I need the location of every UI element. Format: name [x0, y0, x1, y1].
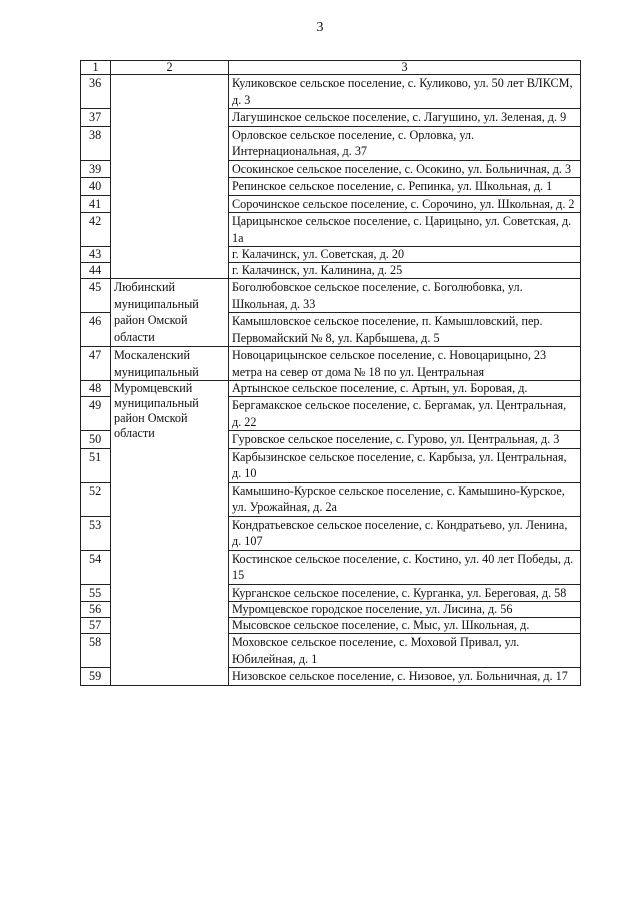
row-number: 54	[81, 550, 111, 584]
table-row	[81, 347, 581, 381]
row-number: 51	[81, 448, 111, 482]
row-number: 44	[81, 263, 111, 279]
address-cell: Царицынское сельское поселение, с. Царицыно, ул. Советская, д. 1а	[229, 213, 581, 247]
district-cell	[111, 381, 229, 686]
row-number: 55	[81, 584, 111, 602]
address-cell: Низовское сельское поселение, с. Низовое, ул. Больничная, д. 17	[229, 668, 581, 686]
address-cell: Камышино-Курское сельское поселение, с. Камышино-Курское, ул. Урожайная, д. 2а	[229, 482, 581, 516]
address-cell: Кондратьевское сельское поселение, с. Кондратьево, ул. Ленина, д. 107	[229, 516, 581, 550]
row-number: 58	[81, 634, 111, 668]
district-cell	[111, 279, 229, 347]
table-header-row	[81, 61, 581, 75]
district-name: Москаленский муниципальный	[114, 348, 199, 379]
address-cell: Новоцарицынское сельское поселение, с. Новоцарицыно, 23 метра на север от дома № 18 по ул. Центральная	[229, 347, 581, 381]
address-cell: Карбызинское сельское поселение, с. Карбыза, ул. Центральная, д. 10	[229, 448, 581, 482]
page-number: 3	[316, 20, 324, 35]
row-number: 39	[81, 160, 111, 178]
row-number: 37	[81, 109, 111, 127]
row-number: 47	[81, 347, 111, 381]
row-number: 42	[81, 213, 111, 247]
row-number: 43	[81, 247, 111, 263]
address-cell: Мысовское сельское поселение, с. Мыс, ул. Школьная, д.	[229, 618, 581, 634]
header-cell-3: 3	[229, 61, 581, 75]
address-cell: Гуровское сельское поселение, с. Гурово, ул. Центральная, д. 3	[229, 431, 581, 449]
address-cell: Сорочинское сельское поселение, с. Сорочино, ул. Школьная, д. 2	[229, 195, 581, 213]
row-number: 59	[81, 668, 111, 686]
district-cell	[111, 347, 229, 381]
row-number: 56	[81, 602, 111, 618]
row-number: 45	[81, 279, 111, 313]
address-cell: Камышловское сельское поселение, п. Камышловский, пер. Первомайский № 8, ул. Карбышева, д. 5	[229, 313, 581, 347]
row-number: 38	[81, 126, 111, 160]
address-cell: Боголюбовское сельское поселение, с. Боголюбовка, ул. Школьная, д. 33	[229, 279, 581, 313]
table-row	[81, 279, 581, 313]
row-number: 41	[81, 195, 111, 213]
address-cell: Орловское сельское поселение, с. Орловка, ул. Интернациональная, д. 37	[229, 126, 581, 160]
district-name: Любинский муниципальный район Омской области	[114, 280, 199, 344]
address-cell: Репинское сельское поселение, с. Репинка, ул. Школьная, д. 1	[229, 178, 581, 196]
header-cell-1: 1	[81, 61, 111, 75]
address-cell: Костинское сельское поселение, с. Костино, ул. 40 лет Победы, д. 15	[229, 550, 581, 584]
address-cell: Муромцевское городское поселение, ул. Лисина, д. 56	[229, 602, 581, 618]
address-cell: г. Калачинск, ул. Калинина, д. 25	[229, 263, 581, 279]
row-number: 46	[81, 313, 111, 347]
row-number: 49	[81, 397, 111, 431]
row-number: 48	[81, 381, 111, 397]
address-cell: Курганское сельское поселение, с. Курганка, ул. Береговая, д. 58	[229, 584, 581, 602]
address-cell: Бергамакское сельское поселение, с. Бергамак, ул. Центральная, д. 22	[229, 397, 581, 431]
settlements-table	[80, 60, 581, 686]
row-number: 52	[81, 482, 111, 516]
table-row	[81, 381, 581, 397]
header-cell-2: 2	[111, 61, 229, 75]
address-cell: Куликовское сельское поселение, с. Куликово, ул. 50 лет ВЛКСМ, д. 3	[229, 75, 581, 109]
row-number: 36	[81, 75, 111, 109]
address-cell: г. Калачинск, ул. Советская, д. 20	[229, 247, 581, 263]
row-number: 57	[81, 618, 111, 634]
row-number: 50	[81, 431, 111, 449]
district-name: Муромцевский муниципальный район Омской области	[114, 381, 199, 440]
table-row	[81, 75, 581, 109]
row-number: 40	[81, 178, 111, 196]
row-number: 53	[81, 516, 111, 550]
address-cell: Артынское сельское поселение, с. Артын, ул. Боровая, д.	[229, 381, 581, 397]
address-cell: Осокинское сельское поселение, с. Осокино, ул. Больничная, д. 3	[229, 160, 581, 178]
address-cell: Моховское сельское поселение, с. Моховой Привал, ул. Юбилейная, д. 1	[229, 634, 581, 668]
address-cell: Лагушинское сельское поселение, с. Лагушино, ул. Зеленая, д. 9	[229, 109, 581, 127]
district-cell	[111, 75, 229, 279]
